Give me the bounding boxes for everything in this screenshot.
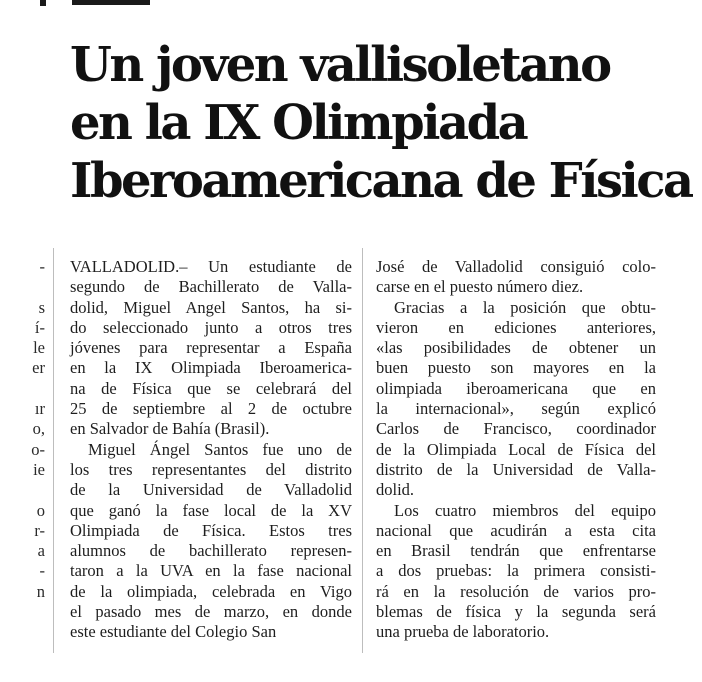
text-line: alumnos de bachillerato represen- <box>70 541 352 561</box>
text-line: do seleccionado junto a otros tres <box>70 317 352 337</box>
fragment-line: o <box>36 500 45 520</box>
fragment-line: le <box>33 338 45 358</box>
text-line: José de Valladolid consiguió colo- <box>376 257 656 276</box>
fragment-line: ie <box>33 459 45 479</box>
fragment-line: s <box>38 297 45 317</box>
text-line: vieron en ediciones anteriores, <box>376 317 656 337</box>
text-line: la internacional», según explicó <box>376 399 656 419</box>
fragment-line: r- <box>34 520 45 540</box>
fragment-line: í- <box>34 317 45 337</box>
column-rule <box>53 248 54 653</box>
text-line: de la Universidad de Valladolid <box>70 480 352 500</box>
text-line: de la olimpiada, celebrada en Vigo <box>70 581 352 601</box>
fragment-line: - <box>39 561 45 581</box>
fragment-line <box>27 379 45 399</box>
ornament-dot <box>40 0 46 6</box>
fragment-line: o- <box>31 439 45 459</box>
text-line: na de Física que se celebrará del <box>70 378 352 398</box>
text-line: 25 de septiembre al 2 de octubre <box>70 399 352 419</box>
text-line: Olimpiada de Física. Estos tres <box>70 520 352 540</box>
text-line: Carlos de Francisco, coordinador <box>376 419 656 439</box>
fragment-line: ır <box>34 399 45 419</box>
text-line: en Salvador de Bahía (Brasil). <box>70 419 270 439</box>
article-column-2 <box>376 257 656 643</box>
text-line: dolid. <box>376 480 415 500</box>
text-line: VALLADOLID.– Un estudiante de <box>70 257 352 276</box>
text-line: en Brasil tendrán que enfrentarse <box>376 541 656 561</box>
fragment-line: er <box>32 358 45 378</box>
headline-line: en la IX Olimpiada <box>70 95 527 151</box>
text-line: una prueba de laboratorio. <box>376 622 550 642</box>
fragment-line: a <box>37 541 45 561</box>
text-line: el pasado mes de marzo, en donde <box>70 602 352 622</box>
column-rule <box>362 248 363 653</box>
headline <box>70 36 695 210</box>
text-line: nacional que acudirán a esta cita <box>376 520 656 540</box>
text-line: buen puesto son mayores en la <box>376 358 656 378</box>
text-line: los tres representantes del distrito <box>70 459 352 479</box>
fragment-line: - <box>39 257 45 276</box>
text-line: en la IX Olimpiada Iberoamerica- <box>70 358 352 378</box>
text-line: carse en el puesto número diez. <box>376 277 584 297</box>
article-column-1 <box>70 257 352 643</box>
headline-line: Iberoamericana de Física <box>70 153 692 209</box>
text-line: de la Olimpiada Local de Física del <box>376 439 656 459</box>
text-line: rá en la resolución de varios pro- <box>376 581 656 601</box>
text-line: jóvenes para representar a España <box>70 338 352 358</box>
text-line: que ganó la fase local de la XV <box>70 500 352 520</box>
cropped-column-fragments <box>27 257 45 602</box>
text-line: olimpiada iberoamericana que en <box>376 378 656 398</box>
headline-line: Un joven vallisoletano <box>70 37 610 93</box>
text-line: blemas de física y la segunda será <box>376 602 656 622</box>
text-line: taron a la UVA en la fase nacional <box>70 561 352 581</box>
fragment-line: n <box>36 581 45 601</box>
text-line: Miguel Ángel Santos fue uno de <box>88 439 352 459</box>
text-line: Los cuatro miembros del equipo <box>394 500 656 520</box>
fragment-line <box>27 480 45 500</box>
text-line: segundo de Bachillerato de Valla- <box>70 277 352 297</box>
text-line: Gracias a la posición que obtu- <box>394 297 656 317</box>
fragment-line: o, <box>32 419 45 439</box>
text-line: dolid, Miguel Angel Santos, ha si- <box>70 297 352 317</box>
text-line: a dos pruebas: la primera consisti- <box>376 561 656 581</box>
text-line: distrito de la Universidad de Valla- <box>376 459 656 479</box>
text-line: «las posibilidades de obtener un <box>376 338 656 358</box>
fragment-line <box>27 277 45 297</box>
ornament-bar <box>72 0 150 5</box>
text-line: este estudiante del Colegio San <box>70 622 277 642</box>
